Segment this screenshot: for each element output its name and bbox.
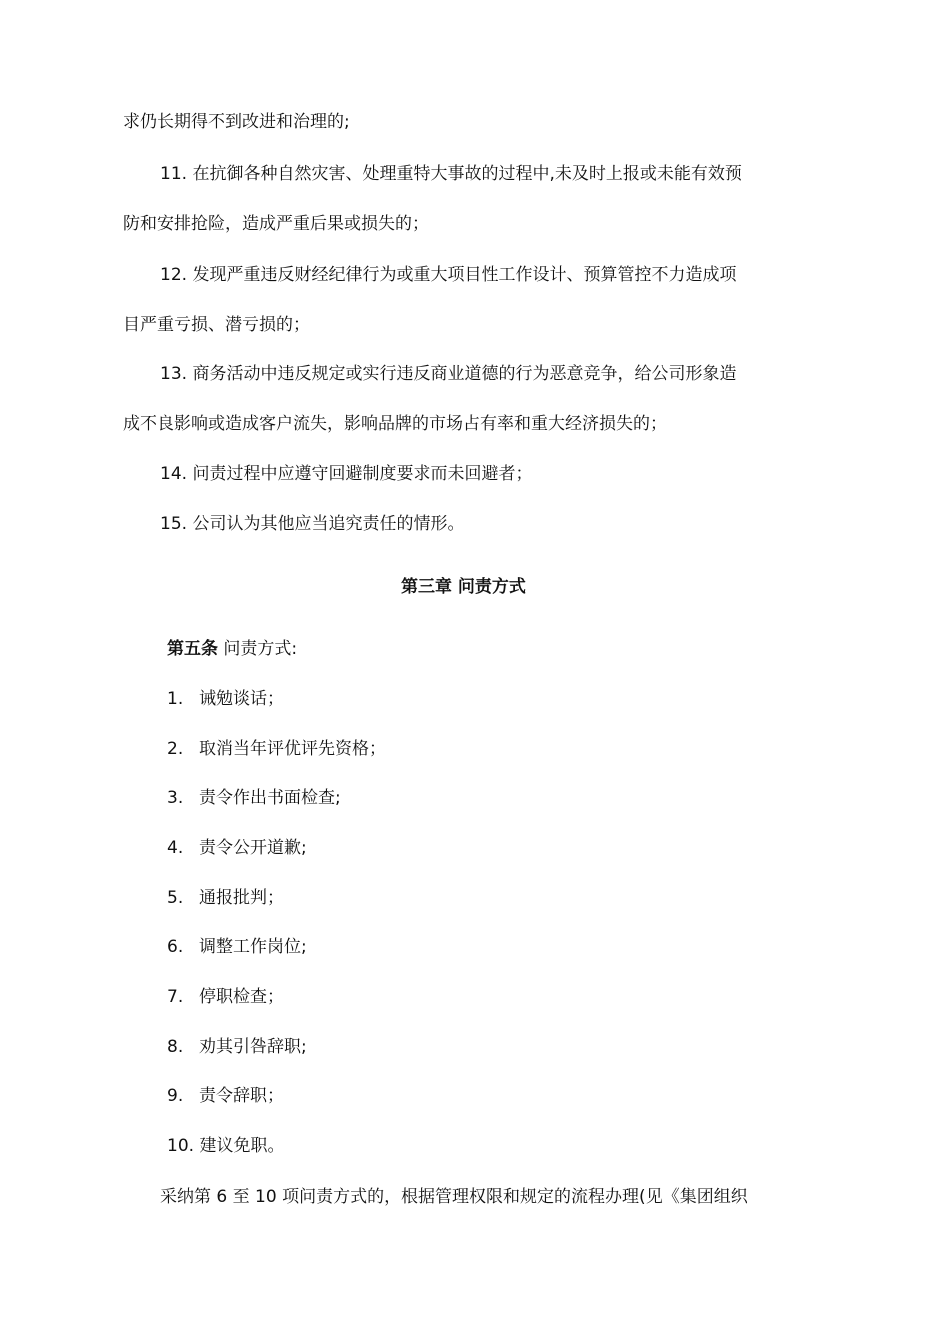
paragraph-line: 成不良影响或造成客户流失，影响品牌的市场占有率和重大经济损失的； <box>123 414 667 434</box>
paragraph-line: 15. 公司认为其他应当追究责任的情形。 <box>160 514 465 534</box>
list-item <box>167 886 284 910</box>
list-item-text: 责令公开道歉; <box>199 838 307 858</box>
chapter-title: 第三章 问责方式 <box>401 577 526 597</box>
list-item <box>167 935 307 959</box>
list-item <box>167 737 386 761</box>
list-item-text: 取消当年评优评先资格； <box>199 739 386 759</box>
list-item <box>167 836 307 860</box>
paragraph-line: 防和安排抢险，造成严重后果或损失的； <box>123 214 429 234</box>
paragraph-line: 求仍长期得不到改进和治理的; <box>123 112 350 132</box>
list-item <box>167 786 341 810</box>
paragraph-line: 11. 在抗御各种自然灾害、处理重特大事故的过程中,未及时上报或未能有效预 <box>160 164 742 184</box>
list-item-number: 5. <box>167 888 184 908</box>
paragraph-line: 12. 发现严重违反财经纪律行为或重大项目性工作设计、预算管控不力造成项 <box>160 265 737 285</box>
list-item-text: 停职检查； <box>199 987 284 1007</box>
list-item-number: 7. <box>167 987 184 1007</box>
list-item-number: 6. <box>167 937 184 957</box>
list-item <box>167 1084 284 1108</box>
list-item-text: 诫勉谈话； <box>199 689 284 709</box>
list-item: 10. 建议免职。 <box>167 1136 285 1156</box>
list-item <box>167 687 284 711</box>
article-heading <box>167 637 297 661</box>
list-item-text: 责令作出书面检查; <box>199 788 341 808</box>
list-item <box>167 985 284 1009</box>
paragraph-line: 13. 商务活动中违反规定或实行违反商业道德的行为恶意竞争，给公司形象造 <box>160 364 737 384</box>
list-item-number: 1. <box>167 689 184 709</box>
list-item <box>167 1035 307 1059</box>
paragraph-line: 目严重亏损、潜亏损的； <box>123 315 310 335</box>
list-item-text: 责令辞职； <box>199 1086 284 1106</box>
list-item-text: 通报批判； <box>199 888 284 908</box>
list-item-number: 2. <box>167 739 184 759</box>
article-label: 第五条 <box>167 639 218 659</box>
list-item-number: 3. <box>167 788 184 808</box>
list-item-number: 8. <box>167 1037 184 1057</box>
paragraph-line: 14. 问责过程中应遵守回避制度要求而未回避者； <box>160 464 533 484</box>
list-item-number: 4. <box>167 838 184 858</box>
article-text: 问责方式: <box>223 639 298 659</box>
list-item-text: 劝其引咎辞职; <box>199 1037 307 1057</box>
paragraph-line: 采纳第 6 至 10 项问责方式的，根据管理权限和规定的流程办理(见《集团组织 <box>160 1187 748 1207</box>
list-item-text: 调整工作岗位; <box>199 937 307 957</box>
list-item-number: 9. <box>167 1086 184 1106</box>
